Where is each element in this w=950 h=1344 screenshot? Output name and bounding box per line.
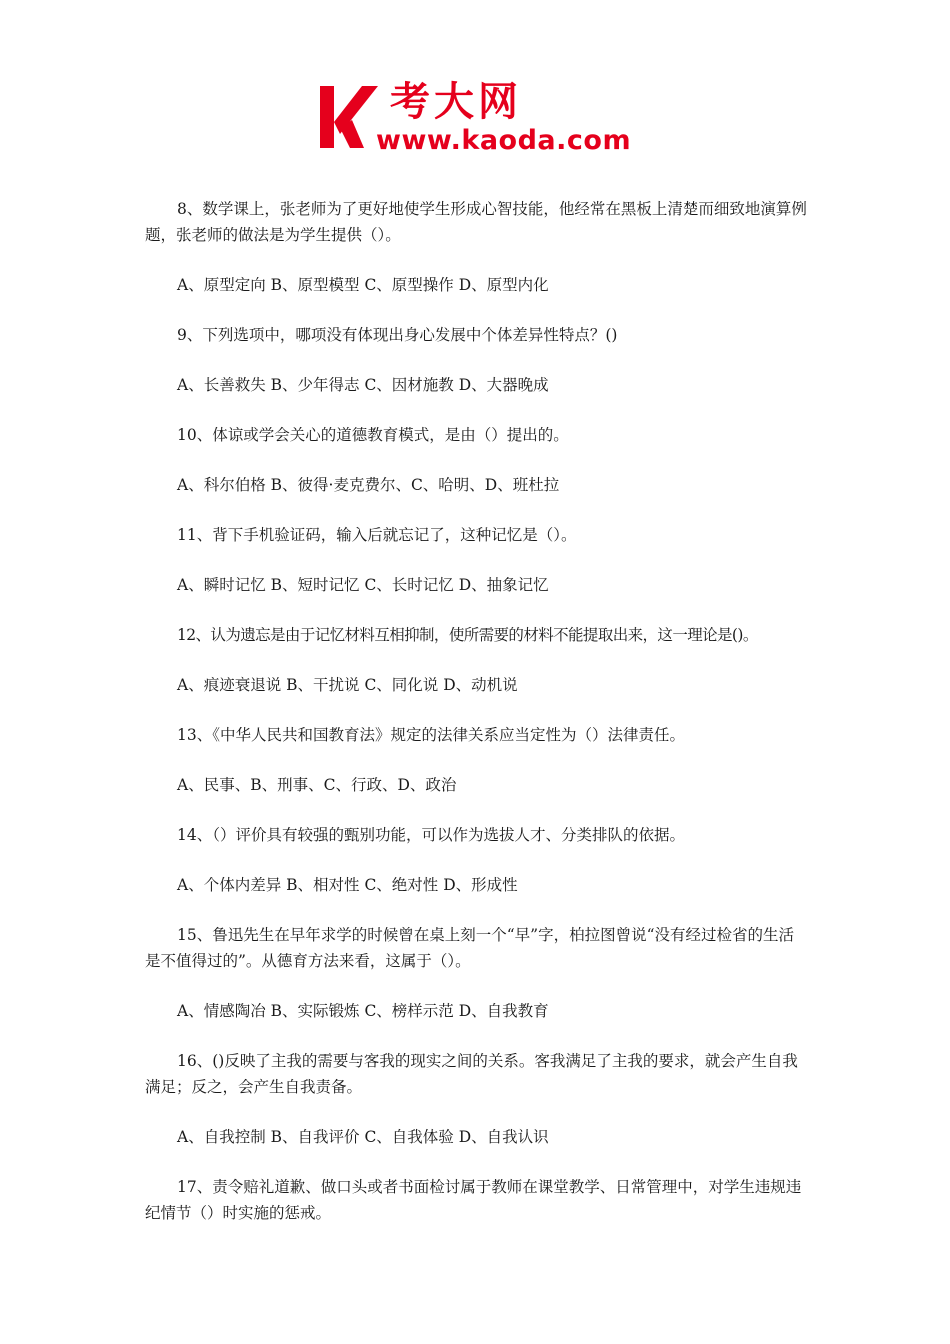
question-16: 16、()反映了主我的需要与客我的现实之间的关系。客我满足了主我的要求，就会产生自我满足；反之，会产生自我责备。 [145, 1052, 798, 1096]
logo-brand-text: 考大网 [390, 79, 522, 125]
question-14: 14、（）评价具有较强的甄别功能，可以作为选拔人才、分类排队的依据。 [177, 826, 685, 844]
options-14: A、个体内差异 B、相对性 C、绝对性 D、形成性 [177, 876, 518, 894]
question-9: 9、下列选项中，哪项没有体现出身心发展中个体差异性特点？() [177, 326, 618, 344]
question-13: 13、《中华人民共和国教育法》规定的法律关系应当定性为（）法律责任。 [177, 726, 685, 744]
question-list [145, 196, 809, 1226]
options-13: A、民事、B、刑事、C、行政、D、政治 [177, 776, 457, 794]
options-8: A、原型定向 B、原型模型 C、原型操作 D、原型内化 [177, 276, 549, 294]
options-12: A、痕迹衰退说 B、干扰说 C、同化说 D、动机说 [177, 676, 518, 694]
logo-url-text: www.kaoda.com [376, 125, 632, 156]
options-11: A、瞬时记忆 B、短时记忆 C、长时记忆 D、抽象记忆 [177, 576, 549, 594]
options-10: A、科尔伯格 B、彼得·麦克费尔、C、哈明、D、班杜拉 [177, 476, 560, 494]
question-11: 11、背下手机验证码，输入后就忘记了，这种记忆是（）。 [177, 526, 577, 544]
question-12: 12、认为遗忘是由于记忆材料互相抑制，使所需要的材料不能提取出来，这一理论是()。 [177, 626, 758, 644]
kaoda-logo [318, 78, 640, 158]
k-logo-icon [318, 82, 380, 152]
question-17: 17、责令赔礼道歉、做口头或者书面检讨属于教师在课堂教学、日常管理中，对学生违规违纪情节（）时实施的惩戒。 [145, 1178, 802, 1222]
options-16: A、自我控制 B、自我评价 C、自我体验 D、自我认识 [177, 1128, 549, 1146]
question-8: 8、数学课上，张老师为了更好地使学生形成心智技能，他经常在黑板上清楚而细致地演算例题，张老师的做法是为学生提供（）。 [145, 200, 807, 244]
question-10: 10、体谅或学会关心的道德教育模式，是由（）提出的。 [177, 426, 569, 444]
options-15: A、情感陶冶 B、实际锻炼 C、榜样示范 D、自我教育 [177, 1002, 549, 1020]
options-9: A、长善救失 B、少年得志 C、因材施教 D、大器晚成 [177, 376, 549, 394]
question-15: 15、鲁迅先生在早年求学的时候曾在桌上刻一个“早”字，柏拉图曾说“没有经过检省的生活是不值得过的”。从德育方法来看，这属于（）。 [145, 926, 794, 970]
